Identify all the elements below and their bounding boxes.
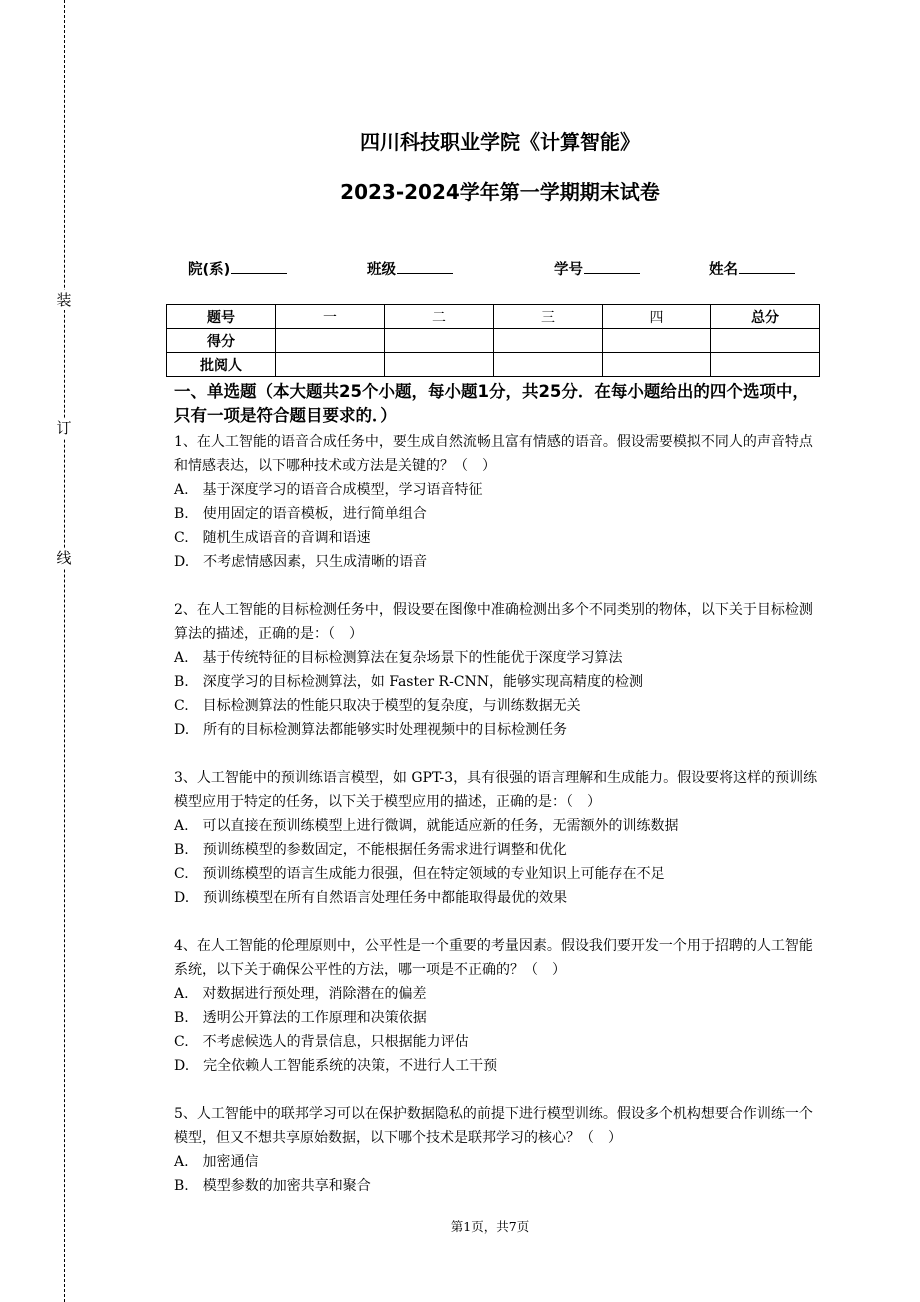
option-d[interactable]: D. 所有的目标检测算法都能够实时处理视频中的目标检测任务 [174, 722, 568, 738]
question-5 [174, 1102, 820, 1198]
question-stem: 4、在人工智能的伦理原则中，公平性是一个重要的考量因素。假设我们要开发一个用于招聘的人工智能系统，以下关于确保公平性的方法，哪一项是不正确的？（ ） [174, 938, 813, 978]
score-row-label: 批阅人 [167, 353, 276, 377]
student-id-blank[interactable] [584, 259, 640, 274]
question-2 [174, 598, 820, 742]
score-cell[interactable] [603, 353, 711, 377]
question-stem: 3、人工智能中的预训练语言模型，如 GPT-3，具有很强的语言理解和生成能力。假设要将这样的预训练模型应用于特定的任务，以下关于模型应用的描述，正确的是：（ ） [174, 770, 818, 810]
exam-title-line1: 四川科技职业学院《计算智能》 [360, 130, 640, 154]
question-stem: 1、在人工智能的语音合成任务中，要生成自然流畅且富有情感的语音。假设需要模拟不同人的声音特点和情感表达，以下哪种技术或方法是关键的？（ ） [174, 434, 813, 474]
score-table-row [167, 353, 820, 377]
department-label: 院(系) [188, 262, 231, 278]
score-cell[interactable] [385, 353, 494, 377]
option-c[interactable]: C. 随机生成语音的音调和语速 [174, 530, 371, 546]
option-b[interactable]: B. 深度学习的目标检测算法，如 Faster R-CNN，能够实现高精度的检测 [174, 674, 644, 690]
score-cell[interactable] [276, 353, 385, 377]
name-blank[interactable] [739, 259, 795, 274]
name-field[interactable] [709, 258, 795, 279]
score-cell[interactable] [711, 329, 820, 353]
score-header-cell: 三 [494, 305, 603, 329]
score-cell[interactable] [276, 329, 385, 353]
option-d[interactable]: D. 预训练模型在所有自然语言处理任务中都能取得最优的效果 [174, 890, 568, 906]
score-cell[interactable] [603, 329, 711, 353]
question-1 [174, 430, 820, 574]
question-3 [174, 766, 820, 910]
score-cell[interactable] [494, 353, 603, 377]
option-a[interactable]: A. 基于深度学习的语音合成模型，学习语音特征 [174, 482, 483, 498]
question-stem: 5、人工智能中的联邦学习可以在保护数据隐私的前提下进行模型训练。假设多个机构想要合作训练一个模型，但又不想共享原始数据，以下哪个技术是联邦学习的核心？（ ） [174, 1106, 813, 1146]
score-header-cell: 题号 [167, 305, 276, 329]
class-label: 班级 [367, 262, 396, 278]
student-id-field[interactable] [554, 258, 640, 279]
class-blank[interactable] [397, 259, 453, 274]
score-header-cell: 四 [603, 305, 711, 329]
student-id-label: 学号 [554, 262, 583, 278]
exam-title-line2: 2023-2024学年第一学期期末试卷 [340, 180, 660, 204]
option-d[interactable]: D. 完全依赖人工智能系统的决策，不进行人工干预 [174, 1058, 498, 1074]
option-a[interactable]: A. 可以直接在预训练模型上进行微调，就能适应新的任务，无需额外的训练数据 [174, 818, 679, 834]
score-row-label: 得分 [167, 329, 276, 353]
score-cell[interactable] [494, 329, 603, 353]
score-cell[interactable] [711, 353, 820, 377]
score-header-cell: 二 [385, 305, 494, 329]
option-c[interactable]: C. 预训练模型的语言生成能力很强，但在特定领域的专业知识上可能存在不足 [174, 866, 665, 882]
option-a[interactable]: A. 加密通信 [174, 1154, 259, 1170]
option-c[interactable]: C. 目标检测算法的性能只取决于模型的复杂度，与训练数据无关 [174, 698, 581, 714]
question-4 [174, 934, 820, 1078]
option-a[interactable]: A. 基于传统特征的目标检测算法在复杂场景下的性能优于深度学习算法 [174, 650, 623, 666]
student-info-row [0, 258, 920, 280]
question-stem: 2、在人工智能的目标检测任务中，假设要在图像中准确检测出多个不同类别的物体，以下关于目标检测算法的描述，正确的是：（ ） [174, 602, 813, 642]
class-field[interactable] [367, 258, 453, 279]
section-heading: 一、单选题（本大题共25个小题，每小题1分，共25分．在每小题给出的四个选项中，只有一项是符合题目要求的．） [174, 382, 809, 425]
option-d[interactable]: D. 不考虑情感因素，只生成清晰的语音 [174, 554, 428, 570]
option-c[interactable]: C. 不考虑候选人的背景信息，只根据能力评估 [174, 1034, 469, 1050]
page-footer: 第1页，共7页 [450, 1219, 530, 1234]
score-table-header-row [167, 305, 820, 329]
option-b[interactable]: B. 模型参数的加密共享和聚合 [174, 1178, 371, 1194]
binding-char-ding: 订 [56, 419, 72, 437]
name-label: 姓名 [709, 262, 738, 278]
option-a[interactable]: A. 对数据进行预处理，消除潜在的偏差 [174, 986, 427, 1002]
binding-char-xian: 线 [56, 549, 72, 567]
score-table [166, 304, 820, 377]
department-field[interactable] [188, 258, 287, 279]
score-header-cell: 总分 [711, 305, 820, 329]
option-b[interactable]: B. 使用固定的语音模板，进行简单组合 [174, 506, 427, 522]
binding-char-zhuang: 装 [56, 291, 72, 309]
exam-content [174, 380, 820, 1198]
department-blank[interactable] [231, 259, 287, 274]
score-cell[interactable] [385, 329, 494, 353]
option-b[interactable]: B. 透明公开算法的工作原理和决策依据 [174, 1010, 427, 1026]
score-table-row [167, 329, 820, 353]
score-header-cell: 一 [276, 305, 385, 329]
option-b[interactable]: B. 预训练模型的参数固定，不能根据任务需求进行调整和优化 [174, 842, 567, 858]
